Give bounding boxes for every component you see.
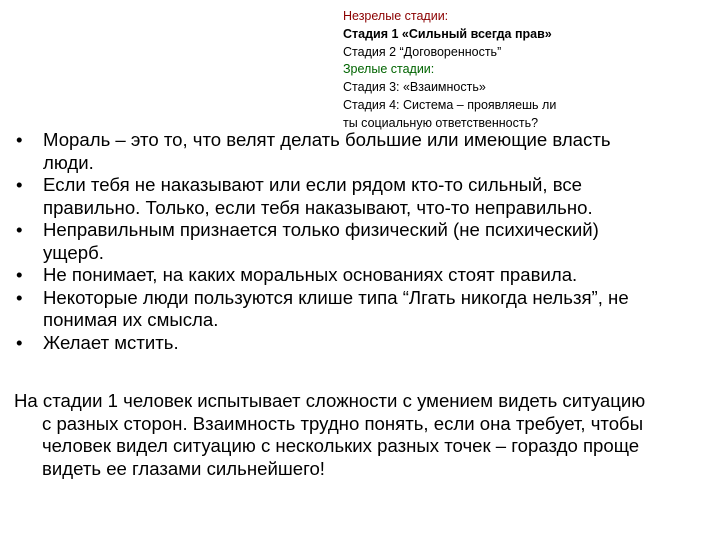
bullet-item bbox=[14, 129, 704, 174]
stages-list bbox=[343, 8, 603, 133]
stage-3-label: Стадия 3: «Взаимность» bbox=[343, 80, 486, 95]
stage-4-label-line-2: ты социальную ответственность? bbox=[343, 115, 539, 130]
bullet-line-1: Мораль – это то, что велят делать большие или имеющие власть bbox=[43, 129, 611, 150]
summary-line-3: человек видел ситуацию с нескольких разных точек – гораздо проще bbox=[42, 435, 640, 456]
bullet-dot: • bbox=[16, 174, 23, 195]
bullet-dot: • bbox=[16, 286, 23, 308]
bullet-line-1: Не понимает, на каких моральных основаниях стоят правила. bbox=[43, 264, 578, 285]
bullet-line-1: Желает мстить. bbox=[43, 331, 179, 353]
summary-line-2: с разных сторон. Взаимность трудно понять, если она требует, чтобы bbox=[42, 412, 644, 434]
bullet-list bbox=[14, 129, 704, 354]
immature-stages-heading: Незрелые стадии: bbox=[343, 9, 449, 23]
bullet-line-1: Некоторые люди пользуются клише типа “Лгать никогда нельзя”, не bbox=[43, 286, 629, 308]
summary-line-1: На стадии 1 человек испытывает сложности с умением видеть ситуацию bbox=[14, 390, 646, 411]
summary-paragraph bbox=[14, 390, 704, 480]
bullet-line-1: Если тебя не наказывают или если рядом кто-то сильный, все bbox=[43, 174, 583, 195]
bullet-item bbox=[14, 174, 704, 219]
bullet-line-2: понимая их смысла. bbox=[43, 309, 219, 330]
stage-2-label: Стадия 2 “Договоренность” bbox=[343, 44, 502, 59]
bullet-item bbox=[14, 287, 704, 332]
summary-line-4: видеть ее глазами сильнейшего! bbox=[42, 457, 325, 479]
bullet-dot: • bbox=[16, 331, 23, 353]
bullet-line-1: Неправильным признается только физический (не психический) bbox=[43, 219, 599, 240]
bullet-item bbox=[14, 332, 704, 355]
bullet-line-2: ущерб. bbox=[43, 241, 104, 263]
bullet-dot: • bbox=[16, 264, 23, 285]
mature-stages-heading: Зрелые стадии: bbox=[343, 62, 435, 77]
bullet-item bbox=[14, 219, 704, 264]
stage-4-label-line-1: Стадия 4: Система – проявляешь ли bbox=[343, 97, 557, 112]
bullet-dot: • bbox=[16, 219, 23, 240]
bullet-dot: • bbox=[16, 129, 23, 150]
stage-1-label: Стадия 1 «Сильный всегда прав» bbox=[343, 26, 552, 41]
bullet-line-2: правильно. Только, если тебя наказывают, что-то неправильно. bbox=[43, 196, 593, 218]
bullet-item bbox=[14, 264, 704, 287]
bullet-line-2: люди. bbox=[43, 151, 94, 173]
